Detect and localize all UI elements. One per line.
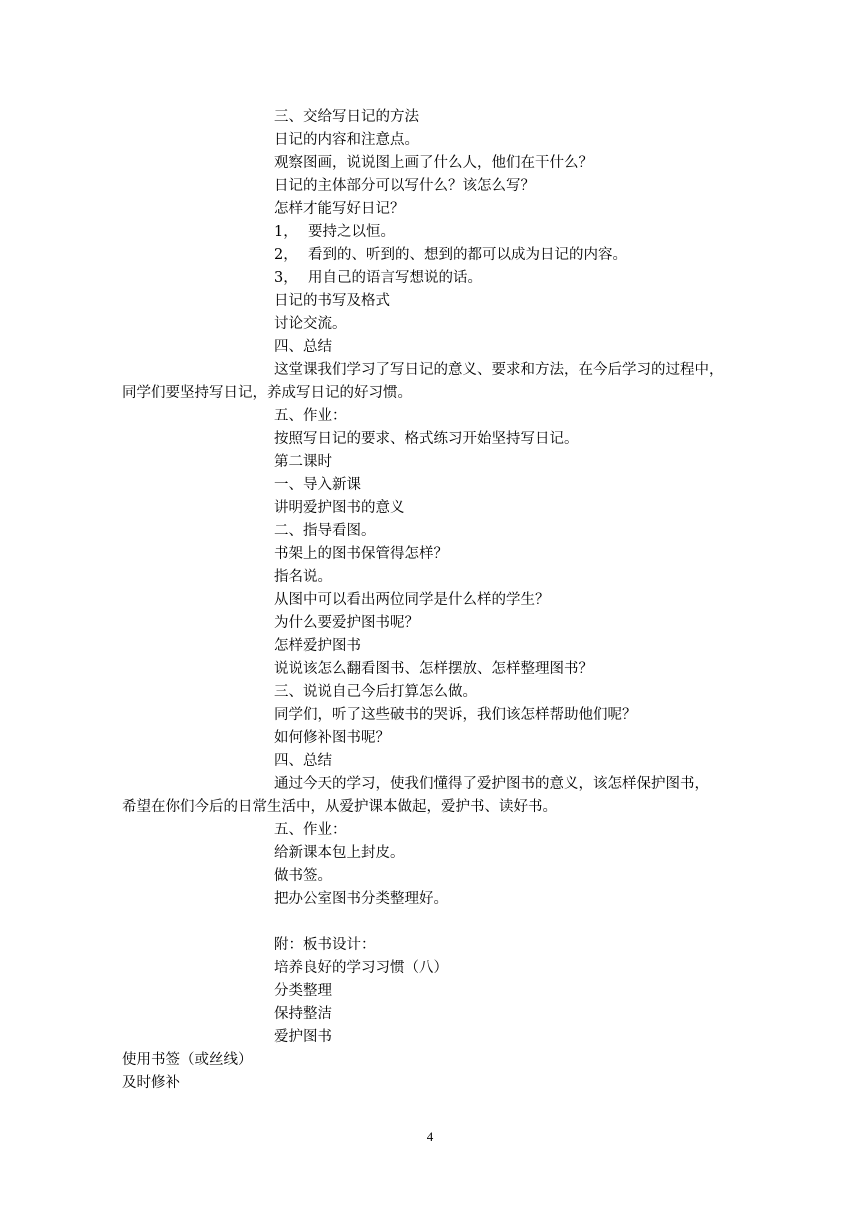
item-number: 3， [274, 270, 298, 286]
text-line: 按照写日记的要求、格式练习开始坚持写日记。 [274, 431, 579, 447]
text-line: 做书签。 [274, 868, 332, 884]
section-heading: 五、作业： [274, 822, 347, 838]
board-title: 培养良好的学习习惯（八） [274, 960, 448, 976]
item-number: 1， [274, 224, 298, 240]
section-heading: 三、说说自己今后打算怎么做。 [274, 684, 477, 700]
text-line: 指名说。 [274, 569, 332, 585]
section-heading: 三、交给写日记的方法 [274, 109, 419, 125]
text-line: 同学们，听了这些破书的哭诉，我们该怎样帮助他们呢？ [274, 707, 637, 723]
text-line: 日记的主体部分可以写什么？该怎么写？ [274, 178, 535, 194]
item-text: 看到的、听到的、想到的都可以成为日记的内容。 [308, 247, 627, 263]
text-line: 讨论交流。 [274, 316, 347, 332]
numbered-item [274, 267, 482, 290]
text-line: 说说该怎么翻看图书、怎样摆放、怎样整理图书？ [274, 661, 593, 677]
paragraph-continuation: 同学们要坚持写日记，养成写日记的好习惯。 [122, 385, 412, 401]
text-line: 怎样才能写好日记？ [274, 201, 405, 217]
item-text: 用自己的语言写想说的话。 [308, 270, 482, 286]
text-line: 从图中可以看出两位同学是什么样的学生？ [274, 592, 550, 608]
paragraph-continuation: 希望在你们今后的日常生活中，从爱护课本做起，爱护书、读好书。 [122, 799, 557, 815]
text-line: 日记的内容和注意点。 [274, 132, 419, 148]
appendix-heading: 附：板书设计： [274, 937, 376, 953]
section-heading: 五、作业： [274, 408, 347, 424]
text-line: 给新课本包上封皮。 [274, 845, 405, 861]
board-item: 使用书签（或丝线） [122, 1052, 253, 1068]
paragraph-line: 这堂课我们学习了写日记的意义、要求和方法，在今后学习的过程中， [274, 362, 724, 378]
text-line: 为什么要爱护图书呢？ [274, 615, 419, 631]
page-number: 4 [426, 1129, 434, 1144]
board-item: 保持整洁 [274, 1006, 332, 1022]
board-item: 及时修补 [122, 1075, 180, 1091]
text-line: 把办公室图书分类整理好。 [274, 891, 448, 907]
text-line: 怎样爱护图书 [274, 638, 361, 654]
section-heading: 四、总结 [274, 339, 332, 355]
numbered-item [274, 221, 395, 244]
item-number: 2， [274, 247, 298, 263]
section-heading: 二、指导看图。 [274, 523, 376, 539]
numbered-item [274, 244, 627, 267]
text-line: 如何修补图书呢？ [274, 730, 390, 746]
board-item: 分类整理 [274, 983, 332, 999]
lesson-heading: 第二课时 [274, 454, 332, 470]
paragraph-line: 通过今天的学习，使我们懂得了爱护图书的意义，该怎样保护图书， [274, 776, 709, 792]
section-heading: 四、总结 [274, 753, 332, 769]
board-item: 爱护图书 [274, 1029, 332, 1045]
text-line: 观察图画，说说图上画了什么人，他们在干什么？ [274, 155, 593, 171]
text-line: 讲明爱护图书的意义 [274, 500, 405, 516]
item-text: 要持之以恒。 [308, 224, 395, 240]
section-heading: 一、导入新课 [274, 477, 361, 493]
text-line: 日记的书写及格式 [274, 293, 390, 309]
text-line: 书架上的图书保管得怎样？ [274, 546, 448, 562]
